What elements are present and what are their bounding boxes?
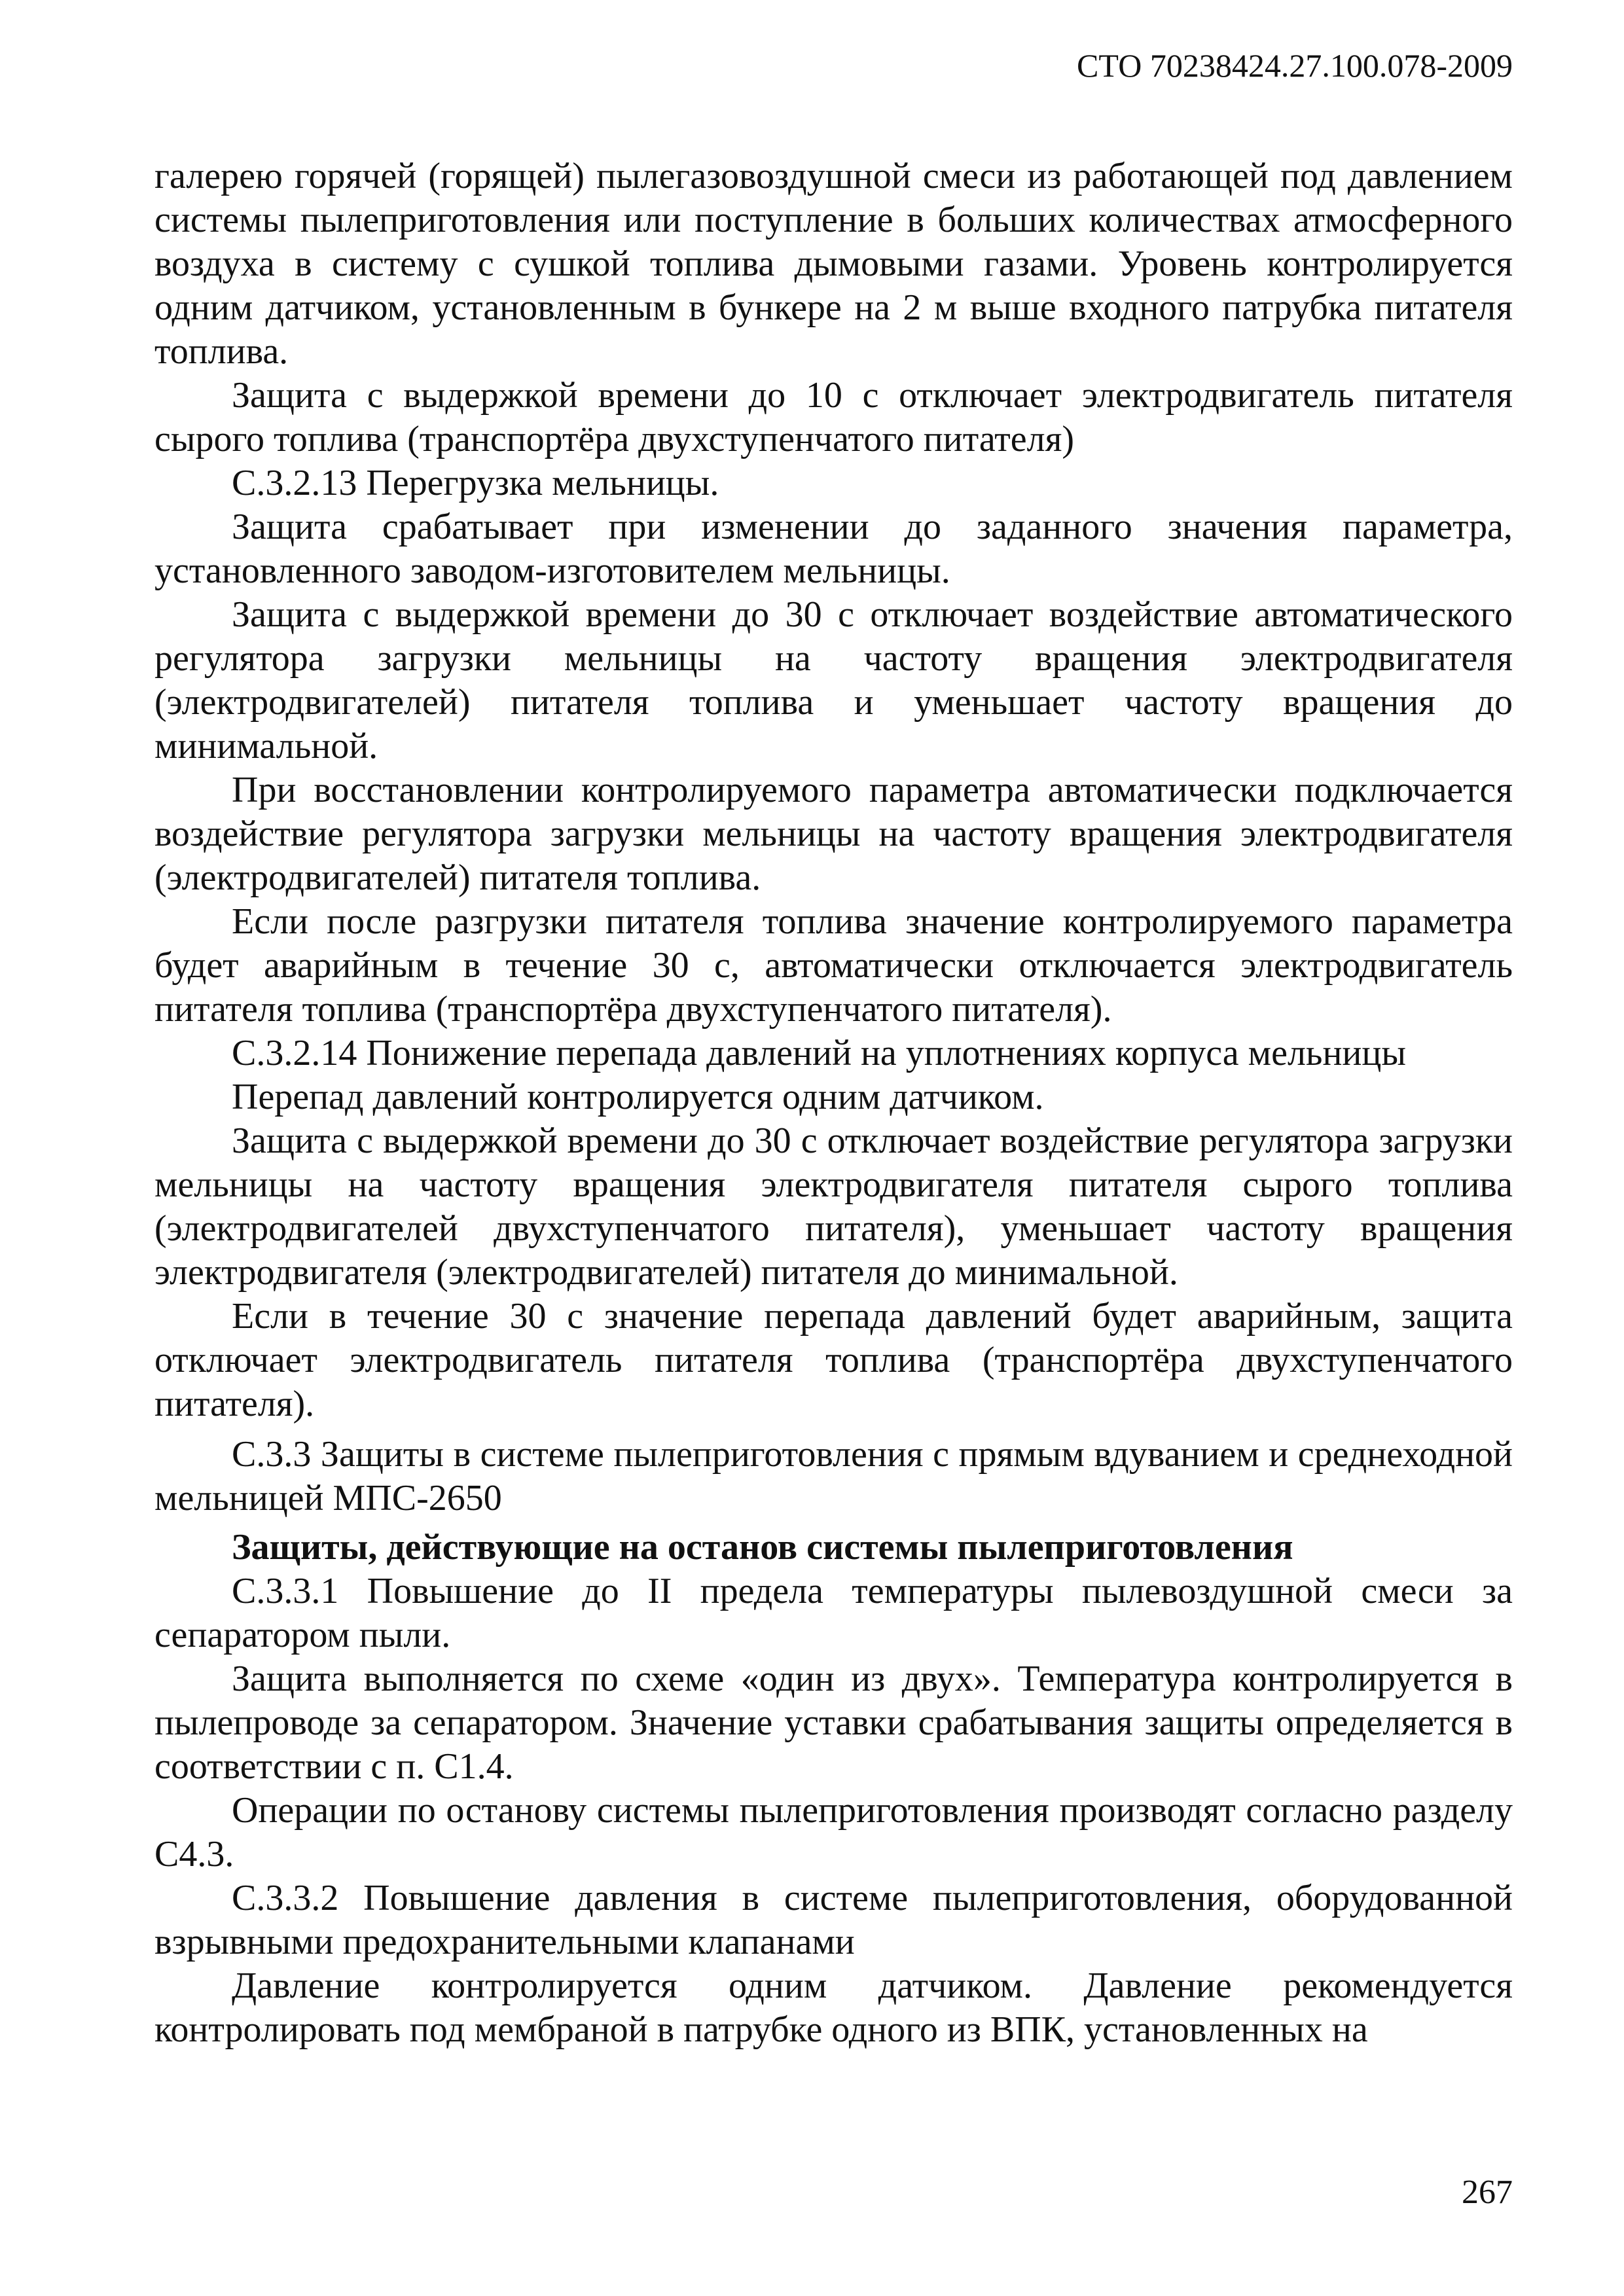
section-heading: С.3.2.13 Перегрузка мельницы. <box>232 463 719 503</box>
paragraph: Защита с выдержкой времени до 10 с отключает электродвигатель питателя сырого топлива (транспортёра двухступенчатого питателя) <box>154 375 1513 459</box>
paragraph: Защита срабатывает при изменении до заданного значения параметра, установленного заводом-изготовителем мельницы. <box>154 507 1513 591</box>
page-body <box>154 154 1513 2052</box>
section-heading: С.3.2.14 Понижение перепада давлений на уплотнениях корпуса мельницы <box>232 1033 1406 1073</box>
paragraph: При восстановлении контролируемого параметра автоматически подключается воздействие регулятора загрузки мельницы на частоту вращения электродвигателя (электродвигателей) питателя топлива. <box>154 770 1513 898</box>
paragraph: галерею горячей (горящей) пылегазовоздушной смеси из работающей под давлением системы пылеприготовления или поступление в больших количествах атмосферного воздуха в систему с сушкой топлива дымовыми газами. Уровень контролируется одним датчиком, установленным в бункере на 2 м выше входного патрубка питателя топлива. <box>154 156 1513 372</box>
paragraph: Защита с выдержкой времени до 30 с отключает воздействие автоматического регулятора загрузки мельницы на частоту вращения электродвигателя (электродвигателей) питателя топлива и уменьшает частоту вращения до минимальной. <box>154 594 1513 766</box>
paragraph: Операции по останову системы пылеприготовления производят согласно разделу С4.3. <box>154 1790 1513 1874</box>
page-number: 267 <box>1462 2174 1513 2211</box>
paragraph: Защита выполняется по схеме «один из двух». Температура контролируется в пылепроводе за сепаратором. Значение уставки срабатывания защиты определяется в соответствии с п. С1.4. <box>154 1659 1513 1787</box>
paragraph: Защита с выдержкой времени до 30 с отключает воздействие регулятора загрузки мельницы на частоту вращения электродвигателя питателя сырого топлива (электродвигателей двухступенчатого питателя), уменьшает частоту вращения электродвигателя (электродвигателей) питателя до минимальной. <box>154 1121 1513 1293</box>
bold-subheading: Защиты, действующие на останов системы пылеприготовления <box>232 1527 1293 1568</box>
document-code: СТО 70238424.27.100.078-2009 <box>1077 47 1513 84</box>
paragraph: Давление контролируется одним датчиком. Давление рекомендуется контролировать под мембраной в патрубке одного из ВПК, установленных на <box>154 1965 1513 2050</box>
section-heading: С.3.3.1 Повышение до II предела температуры пылевоздушной смеси за сепаратором пыли. <box>154 1571 1513 1655</box>
paragraph: Если после разгрузки питателя топлива значение контролируемого параметра будет аварийным в течение 30 с, автоматически отключается электродвигатель питателя топлива (транспортёра двухступенчатого питателя). <box>154 901 1513 1030</box>
paragraph: Перепад давлений контролируется одним датчиком. <box>232 1077 1044 1117</box>
section-heading: С.3.3.2 Повышение давления в системе пылеприготовления, оборудованной взрывными предохранительными клапанами <box>154 1878 1513 1962</box>
paragraph: Если в течение 30 с значение перепада давлений будет аварийным, защита отключает электродвигатель питателя топлива (транспортёра двухступенчатого питателя). <box>154 1296 1513 1424</box>
section-heading: С.3.3 Защиты в системе пылеприготовления с прямым вдуванием и среднеходной мельницей МПС-2650 <box>154 1434 1513 1518</box>
